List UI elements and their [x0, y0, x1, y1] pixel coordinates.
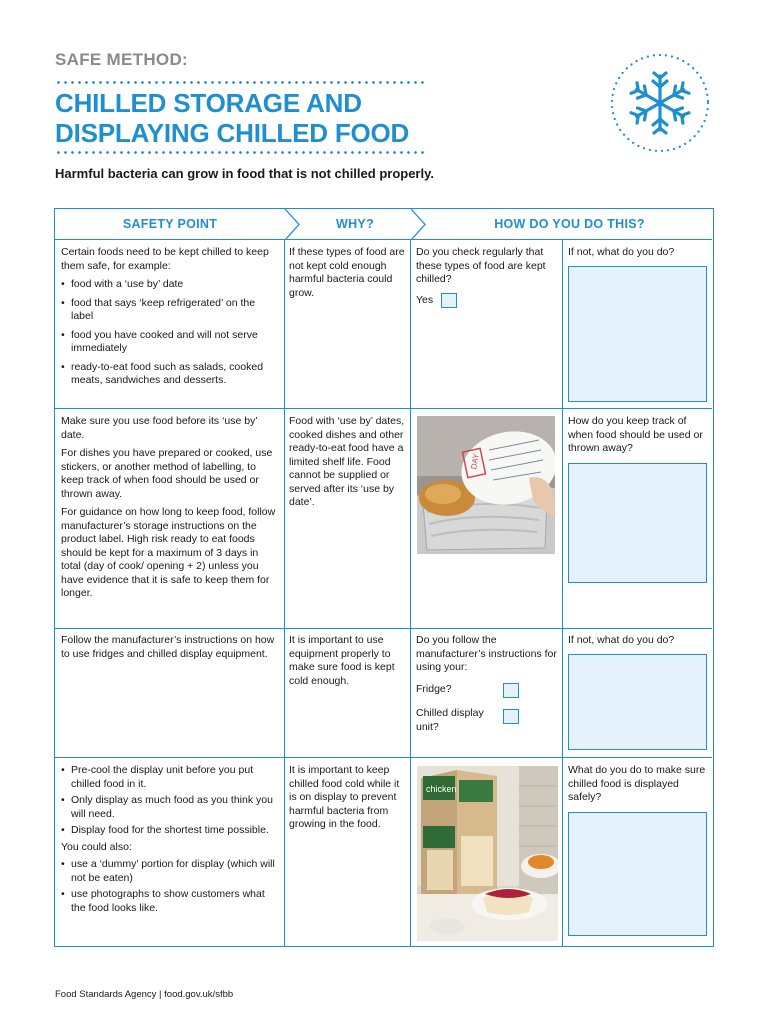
header-safety-point: SAFETY POINT [122, 217, 218, 231]
row4-follow-up: What do you do to make sure chilled food is displayed safely? [568, 764, 706, 803]
dotted-rule-bottom [55, 151, 427, 154]
row3-safety-point: Follow the manufacturer’s instructions on how to use fridges and chilled display equipment. [61, 634, 275, 660]
column-divider [284, 240, 285, 946]
list-item: • food you have cooked and will not serve immediately [61, 329, 276, 356]
row4-answer-box[interactable] [568, 812, 707, 936]
fridge-checkbox[interactable] [503, 683, 519, 698]
row2-follow-up: How do you keep track of when food should be used or thrown away? [568, 415, 703, 454]
list-item: • use photographs to show customers what the food looks like. [61, 888, 279, 915]
row2-safety-p1: Make sure you use food before its ‘use by’ date. [61, 415, 258, 441]
page-footer: Food Standards Agency | food.gov.uk/sfbb [55, 989, 234, 1000]
row4-safety-list-2 [61, 858, 279, 915]
list-item: • food that says ‘keep refrigerated’ on the label [61, 297, 276, 324]
list-item: • Pre-cool the display unit before you put chilled food in it. [61, 764, 279, 791]
row3-follow-up: If not, what do you do? [568, 634, 675, 646]
header-why: WHY? [336, 217, 374, 231]
chicken-label-text: chicken [426, 784, 457, 794]
list-item: • Only display as much food as you think you will need. [61, 794, 279, 821]
page-subtitle: Harmful bacteria can grow in food that is not chilled properly. [55, 166, 434, 181]
row1-follow-up: If not, what do you do? [568, 246, 675, 258]
list-item: • food with a ‘use by’ date [61, 278, 276, 292]
dotted-rule-top [55, 81, 427, 84]
row4-also: You could also: [61, 840, 132, 853]
row-divider [55, 628, 712, 629]
yes-checkbox[interactable] [441, 293, 457, 308]
row1-question: Do you check regularly that these types of food are kept chilled? [416, 246, 546, 285]
safety-table [54, 208, 714, 947]
chilled-display-checkbox[interactable] [503, 709, 519, 724]
column-divider [410, 240, 411, 946]
list-item: • use a ‘dummy’ portion for display (which will not be eaten) [61, 858, 279, 885]
chilled-display-photo [417, 766, 558, 941]
row1-safety-intro: Certain foods need to be kept chilled to keep them safe, for example: [61, 246, 269, 272]
title-line-1: CHILLED STORAGE AND [55, 88, 362, 118]
row3-why: It is important to use equipment properly to make sure food is kept cold enough. [289, 634, 395, 687]
page-kicker: SAFE METHOD: [55, 50, 188, 69]
row2-safety-point [61, 415, 279, 606]
row1-safety-list [61, 278, 276, 388]
title-line-2: DISPLAYING CHILLED FOOD [55, 118, 410, 148]
header-how: HOW DO YOU DO THIS? [494, 217, 645, 231]
row1-safety-point [61, 246, 276, 393]
row1-why: If these types of food are not kept cold enough harmful bacteria could grow. [289, 246, 405, 299]
table-header [55, 209, 712, 240]
row2-why: Food with ‘use by’ dates, cooked dishes and other ready-to-eat food have a limited shelf life. Food cannot be supplied or served after its ‘use by date’. [289, 415, 405, 508]
row2-answer-box[interactable] [568, 463, 707, 583]
chevron-right-icon [409, 209, 429, 240]
row-divider [55, 757, 712, 758]
row4-safety-point [61, 764, 279, 918]
row-divider [55, 408, 712, 409]
day-label-text: DAY [469, 452, 481, 470]
row2-safety-p2: For dishes you have prepared or cooked, use stickers, or another method of labelling, to keep track of when food should be used or thrown away. [61, 447, 273, 500]
list-item: • ready-to-eat food such as salads, cooked meats, sandwiches and desserts. [61, 361, 276, 388]
row1-answer-box[interactable] [568, 266, 707, 402]
row2-safety-p3: For guidance on how long to keep food, follow manufacturer’s storage instructions on the product label. High risk ready to eat foods should be kept for a maximum of 3 days in total (day of cook/ opening + 2) unless you have evidence that it is safe to keep them for longer. [61, 506, 276, 599]
row4-why: It is important to keep chilled food cold while it is on display to prevent harmful bacteria from growing in the food. [289, 764, 400, 830]
row3-question: Do you follow the manufacturer’s instructions for using your: [416, 634, 557, 673]
row3-answer-box[interactable] [568, 654, 707, 750]
chilled-display-label: Chilled display unit? [416, 707, 484, 733]
row1-yes-label: Yes [416, 294, 434, 306]
row4-safety-list [61, 764, 279, 838]
food-label-photo [417, 416, 555, 554]
fridge-label: Fridge? [416, 683, 452, 695]
column-divider [562, 240, 563, 946]
list-item: • Display food for the shortest time possible. [61, 824, 279, 838]
page-title [55, 88, 409, 148]
snowflake-icon [609, 52, 711, 154]
